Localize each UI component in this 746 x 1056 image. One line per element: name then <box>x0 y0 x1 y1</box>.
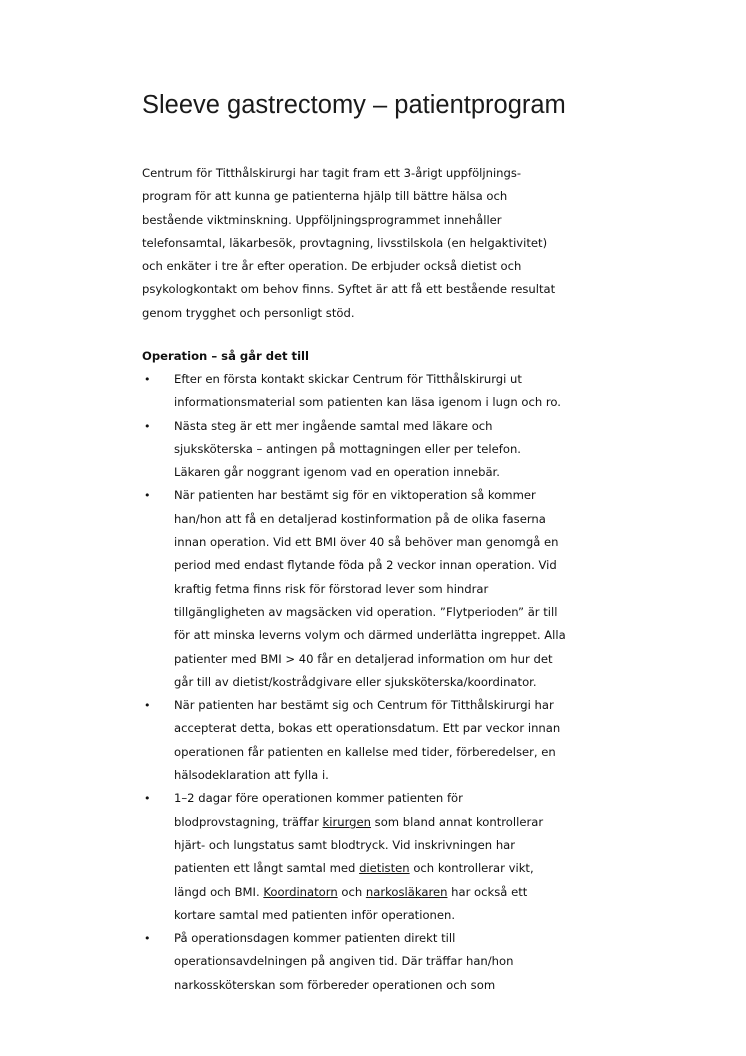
line-text: blodprovstagning, träffar <box>174 814 323 829</box>
intro-line: program för att kunna ge patienterna hjälp till bättre hälsa och <box>142 189 508 204</box>
list-item-line: operationen får patienten en kallelse med tider, förberedelser, en <box>174 744 556 759</box>
bullet-list <box>142 368 622 997</box>
list-item-line: När patienten har bestämt sig och Centrum för Titthålskirurgi har <box>174 698 554 713</box>
list-item-line: Nästa steg är ett mer ingående samtal med läkare och <box>174 418 493 433</box>
list-item-line: patienter med BMI > 40 får en detaljerad information om hur det <box>174 651 553 666</box>
line-text: och <box>337 884 366 899</box>
list-item <box>142 927 622 997</box>
intro-line: Centrum för Titthålskirurgi har tagit fram ett 3-årigt uppföljnings- <box>142 166 522 180</box>
section-heading: Operation – så går det till <box>142 349 310 363</box>
list-item-line: kraftig fetma finns risk för förstorad lever som hindrar <box>174 581 489 596</box>
list-item <box>142 368 622 415</box>
bullet-icon: • <box>144 489 151 503</box>
line-text: längd och BMI. <box>174 884 264 899</box>
list-item <box>142 787 622 927</box>
koordinatorn-link[interactable]: Koordinatorn <box>263 884 338 899</box>
bullet-icon: • <box>144 419 151 433</box>
list-item-line: tillgängligheten av magsäcken vid operation. ”Flytperioden” är till <box>174 604 558 619</box>
list-item-line: går till av dietist/kostrådgivare eller sjuksköterska/koordinator. <box>174 674 537 689</box>
line-text: har också ett <box>447 884 528 899</box>
bullet-icon: • <box>144 792 151 806</box>
list-item-line <box>174 811 622 834</box>
intro-line: genom trygghet och personligt stöd. <box>142 305 355 320</box>
line-text: och kontrollerar vikt, <box>409 861 534 876</box>
dietisten-link[interactable]: dietisten <box>359 861 410 876</box>
list-item-line: han/hon att få en detaljerad kostinformation på de olika faserna <box>174 511 546 526</box>
list-item-line: kortare samtal med patienten inför operationen. <box>174 907 456 922</box>
intro-paragraph <box>142 162 622 325</box>
intro-line: bestående viktminskning. Uppföljningsprogrammet innehåller <box>142 212 502 227</box>
list-item-line: sjuksköterska – antingen på mottagningen eller per telefon. <box>174 441 521 456</box>
list-item-line: 1–2 dagar före operationen kommer patienten för <box>174 791 463 806</box>
list-item <box>142 694 622 787</box>
list-item-line: operationsavdelningen på angiven tid. Där träffar han/hon <box>174 954 514 969</box>
list-item-line: innan operation. Vid ett BMI över 40 så behöver man genomgå en <box>174 535 559 550</box>
list-item <box>142 484 622 694</box>
list-item-line: accepterat detta, bokas ett operationsdatum. Ett par veckor innan <box>174 721 561 736</box>
list-item-line: hjärt- och lungstatus samt blodtryck. Vid inskrivningen har <box>174 837 516 852</box>
intro-line: och enkäter i tre år efter operation. De erbjuder också dietist och <box>142 259 522 274</box>
page-title: Sleeve gastrectomy – patientprogram <box>142 91 566 119</box>
list-item-line: På operationsdagen kommer patienten direkt till <box>174 931 456 946</box>
list-item-line <box>174 881 622 904</box>
list-item-line <box>174 857 622 880</box>
list-item-line: Läkaren går noggrant igenom vad en operation innebär. <box>174 465 500 480</box>
bullet-icon: • <box>144 932 151 946</box>
line-text: patienten ett långt samtal med <box>174 861 360 876</box>
intro-line: psykologkontakt om behov finns. Syftet är att få ett bestående resultat <box>142 282 556 297</box>
line-text: som bland annat kontrollerar <box>370 814 544 829</box>
list-item-line: hälsodeklaration att fylla i. <box>174 768 329 783</box>
intro-line: telefonsamtal, läkarbesök, provtagning, livsstilskola (en helgaktivitet) <box>142 235 548 250</box>
list-item-line: informationsmaterial som patienten kan läsa igenom i lugn och ro. <box>174 395 561 410</box>
list-item <box>142 415 622 485</box>
list-item-line: period med endast flytande föda på 2 veckor innan operation. Vid <box>174 558 557 573</box>
kirurgen-link[interactable]: kirurgen <box>322 814 371 829</box>
list-item-line: narkossköterskan som förbereder operationen och som <box>174 977 496 992</box>
narkoslakaren-link[interactable]: narkosläkaren <box>365 884 448 899</box>
bullet-icon: • <box>144 373 151 386</box>
list-item-line: för att minska leverns volym och därmed underlätta ingreppet. Alla <box>174 628 566 643</box>
list-item-line: När patienten har bestämt sig för en viktoperation så kommer <box>174 488 536 503</box>
bullet-icon: • <box>144 699 151 713</box>
list-item-line: Efter en första kontakt skickar Centrum för Titthålskirurgi ut <box>174 372 522 386</box>
